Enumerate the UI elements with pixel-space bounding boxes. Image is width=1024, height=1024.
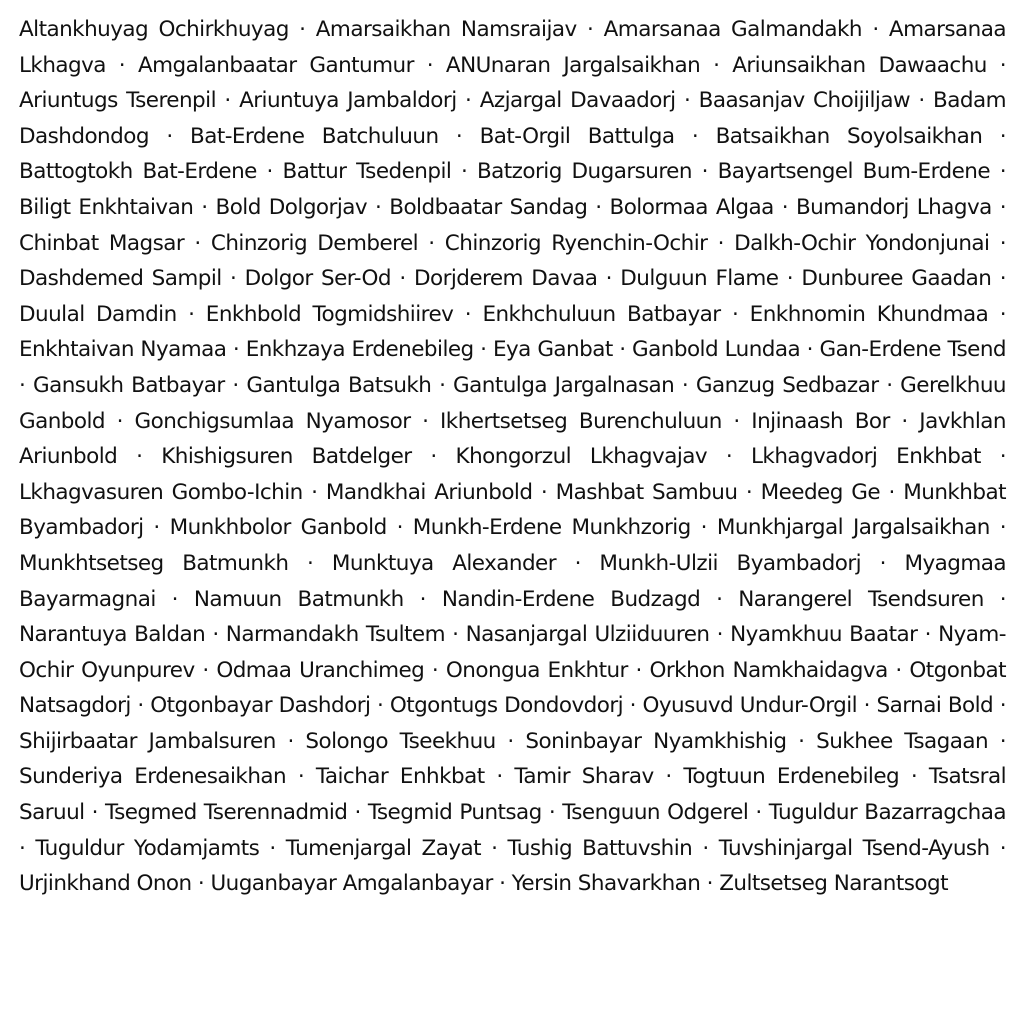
names-list-paragraph: Altankhuyag Ochirkhuyag · Amarsaikhan Namsraijav · Amarsanaa Galmandakh · Amarsanaa Lkhagva · Amgalanbaatar Gantumur · ANUnaran Jargalsaikhan · Ariunsaikhan Dawaachu · Ariuntugs Tserenpil · Ariuntuya Jambaldorj · Azjargal Davaadorj · Baasanjav Choijiljaw · Badam Dashdondog · Bat-Erdene Batchuluun · Bat-Orgil Battulga · Batsaikhan Soyolsaikhan · Battogtokh Bat-Erdene · Battur Tsedenpil · Batzorig Dugarsuren · Bayartsengel Bum-Erdene · Biligt Enkhtaivan · Bold Dolgorjav · Boldbaatar Sandag · Bolormaa Algaa · Bumandorj Lhagva · Chinbat Magsar · Chinzorig Demberel · Chinzorig Ryenchin-Ochir · Dalkh-Ochir Yondonjunai · Dashdemed Sampil · Dolgor Ser-Od · Dorjderem Davaa · Dulguun Flame · Dunburee Gaadan · Duulal Damdin · Enkhbold Togmidshiirev · Enkhchuluun Batbayar · Enkhnomin Khundmaa · Enkhtaivan Nyamaa · Enkhzaya Erdenebileg · Eya Ganbat · Ganbold Lundaa · Gan-Erdene Tsend · Gansukh Batbayar · Gantulga Batsukh · Gantulga Jargalnasan · Ganzug Sedbazar · Gerelkhuu Ganbold · Gonchigsumlaa Nyamosor · Ikhertsetseg Burenchuluun · Injinaash Bor · Javkhlan Ariunbold · Khishigsuren Batdelger · Khongorzul Lkhagvajav · Lkhagvadorj Enkhbat · Lkhagvasuren Gombo-Ichin · Mandkhai Ariunbold · Mashbat Sambuu · Meedeg Ge · Munkhbat Byambadorj · Munkhbolor Ganbold · Munkh-Erdene Munkhzorig · Munkhjargal Jargalsaikhan · Munkhtsetseg Batmunkh · Munktuya Alexander · Munkh-Ulzii Byambadorj · Myagmaa Bayarmagnai · Namuun Batmunkh · Nandin-Erdene Budzagd · Narangerel Tsendsuren · Narantuya Baldan · Narmandakh Tsultem · Nasanjargal Ulziiduuren · Nyamkhuu Baatar · Nyam-Ochir Oyunpurev · Odmaa Uranchimeg · Onongua Enkhtur · Orkhon Namkhaidagva · Otgonbat Natsagdorj · Otgonbayar Dashdorj · Otgontugs Dondovdorj · Oyusuvd Undur-Orgil · Sarnai Bold · Shijirbaatar Jambalsuren · Solongo Tseekhuu · Soninbayar Nyamkhishig · Sukhee Tsagaan · Sunderiya Erdenesaikhan · Taichar Enhkbat · Tamir Sharav · Togtuun Erdenebileg · Tsatsral Saruul · Tsegmed Tserennadmid · Tsegmid Puntsag · Tsenguun Odgerel · Tuguldur Bazarragchaa · Tuguldur Yodamjamts · Tumenjargal Zayat · Tushig Battuvshin · Tuvshinjargal Tsend-Ayush · Urjinkhand Onon · Uuganbayar Amgalanbayar · Yersin Shavarkhan · Zultsetseg Narantsogt	[19, 17, 1006, 897]
